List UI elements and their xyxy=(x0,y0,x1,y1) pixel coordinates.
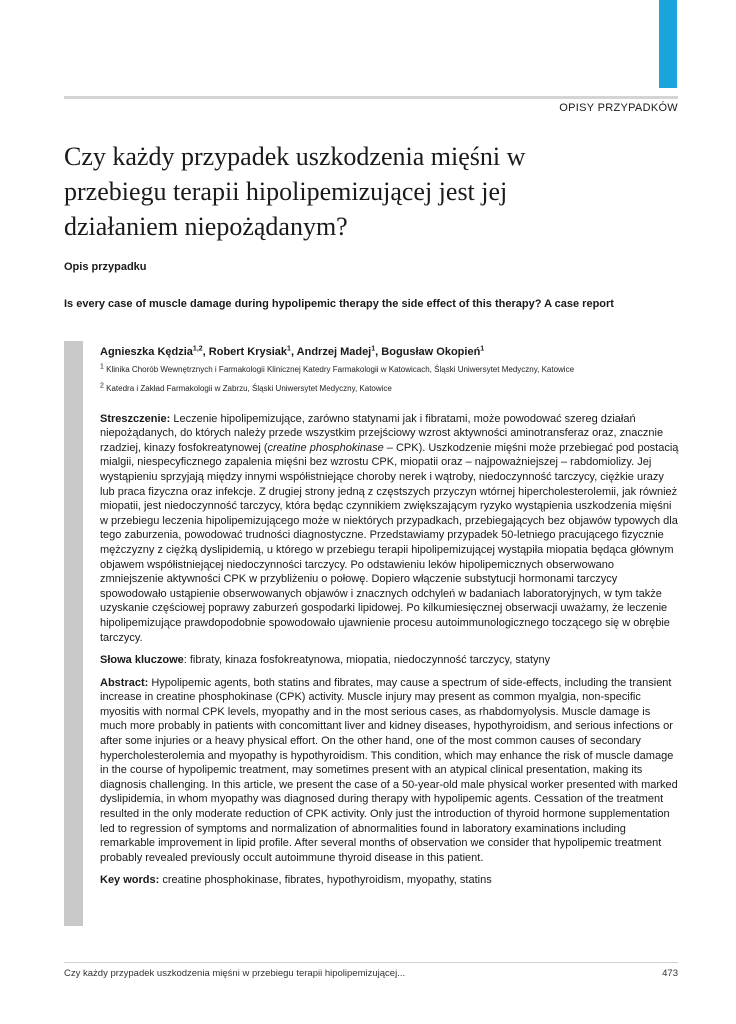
abstract-side-bar xyxy=(64,341,83,926)
abstract-paragraph: Abstract: Hypolipemic agents, both statins and fibrates, may cause a spectrum of side-effects, including the transient increase in creatine phosphokinase (CPK) activity. Muscle injury may present as common myalgia, non-specific myositis with normal CPK levels, myopathy and in the most serious cases, as rhabdomyolysis. Muscle damage is much more probably in patients with concomittant liver and kidney diseases, hypothyroidism, and serious infections or after some injuries or a heavy physical effort. On the other hand, one of the most common causes of secondary hypercholesterolemia and myopathy is hypothyroidism. This condition, which may enhance the risk of muscle damage in the course of hypolipemic treatment, may sometimes present with an atypical clinical presentation, making its diagnosis challenging. In this article, we present the case of a 50-year-old male physical worker presented with marked dyslipidemia, in whom myopathy was diagnosed during therapy with hypolipemic agents. Cessation of the treatment resulted in the only moderate reduction of CPK activity. Only just the introduction of thyroid hormone supplementation led to regression of symptoms and normalization of abnormalities found in laboratory examinations including remarkable improvement in lipid profile. After several months of observation we consider that hypolipemic treatment probably revealed previously occult autoimmune thyroid disease in this patient. xyxy=(100,676,678,864)
article-type-pl: Opis przypadku xyxy=(64,261,147,273)
streszczenie-label: Streszczenie: xyxy=(100,412,171,425)
footer-rule xyxy=(64,962,678,963)
affiliation-2: $^2$ Katedra i Zakład Farmakologii w Zabrzu, Śląski Uniwersytet Medyczny, Katowice xyxy=(100,381,392,393)
streszczenie-paragraph: Streszczenie: Leczenie hipolipemizujące, zarówno statynami jak i fibratami, może powodować szereg działań niepożądanych, do których należy przede wszystkim przejściowy wzrost aktywności aminotransferaz oraz, znacznie rzadziej, kinazy fosfokreatynowej (creatine phosphokinase – CPK). Uszkodzenie mięśni może przebiegać pod postacią mialgii, niespecyficznego zapalenia mięśni bez wzrostu CPK, miopatii oraz – najpoważniejszej – rabdomiolizy. Jej wystąpieniu sprzyjają między innymi współistniejące choroby nerek i wątroby, niedoczynność tarczycy, ciężkie urazy lub praca fizyczna oraz infekcje. Z drugiej strony jedną z częstszych przyczyn wtórnej hipercholesterolemii, jak również miopatii, jest niedoczynność tarczycy, która będąc czynnikiem zwiększającym ryzyko wystąpienia uszkodzenia mięśni w przebiegu leczenia hipolipemizującego może w niektórych przypadkach, przebiegających bez objawów typowych dla tego zaburzenia, powodować trudności diagnostyczne. Przedstawiamy przypadek 50-letniego pracującego fizycznie mężczyzny z ciężką dyslipidemią, u którego w przebiegu terapii hipolipemizującej wystąpiła miopatia będąca głównym objawem współistniejącej niedoczynności tarczycy. Po odstawieniu leków hipolipemicznych obserwowano zmniejszenie aktywności CPK w przybliżeniu o połowę. Dopiero włączenie substytucji hormonami tarczycy spowodowało ustąpienie obserwowanych objawów i znacznych odchyleń w badaniach laboratoryjnych, w tym także uzyskanie częściowej poprawy zaburzeń gospodarki lipidowej. Po kilkumiesięcznej obserwacji uważamy, że leczenie hipolipemizujące prawdopodobnie spowodowało ujawnienie procesu autoimmunologicznego toczącego się w obrębie tarczycy. xyxy=(100,412,679,644)
header-rule xyxy=(64,96,678,99)
keywords-pl-paragraph: Słowa kluczowe: fibraty, kinaza fosfokreatynowa, miopatia, niedoczynność tarczycy, statyny xyxy=(100,654,551,667)
author-list xyxy=(100,345,680,360)
author: Robert Krysiak$^1$, xyxy=(208,345,297,358)
footer-running-title: Czy każdy przypadek uszkodzenia mięśni w przebiegu terapii hipolipemizującej... xyxy=(64,968,406,979)
keywords-pl-label: Słowa kluczowe xyxy=(100,654,184,667)
abstract-label: Abstract: xyxy=(100,676,149,689)
author: Andrzej Madej$^1$, xyxy=(296,345,382,358)
keywords-en-label: Key words: xyxy=(100,874,160,887)
section-label: OPISY PRZYPADKÓW xyxy=(559,102,678,114)
author: Bogusław Okopień$^1$ xyxy=(381,345,485,358)
article-title: Czy każdy przypadek uszkodzenia mięśni w przebiegu terapii hipolipemizującej jest jej działaniem niepożądanym? xyxy=(64,142,526,241)
author: Agnieszka Kędzia$^{1,2}$, xyxy=(100,345,209,358)
abstract-block xyxy=(100,345,680,896)
page-number: 473 xyxy=(662,968,678,979)
affiliation-1: $^1$ Klinika Chorób Wewnętrznych i Farmakologii Klinicznej Katedry Farmakologii w Katowicach, Śląski Uniwersytet Medyczny, Katowice xyxy=(100,362,575,374)
header-accent-bar xyxy=(659,0,677,88)
keywords-en-paragraph: Key words: creatine phosphokinase, fibrates, hypothyroidism, myopathy, statins xyxy=(100,874,492,887)
article-title-en: Is every case of muscle damage during hypolipemic therapy the side effect of this therapy? A case report xyxy=(64,298,614,310)
